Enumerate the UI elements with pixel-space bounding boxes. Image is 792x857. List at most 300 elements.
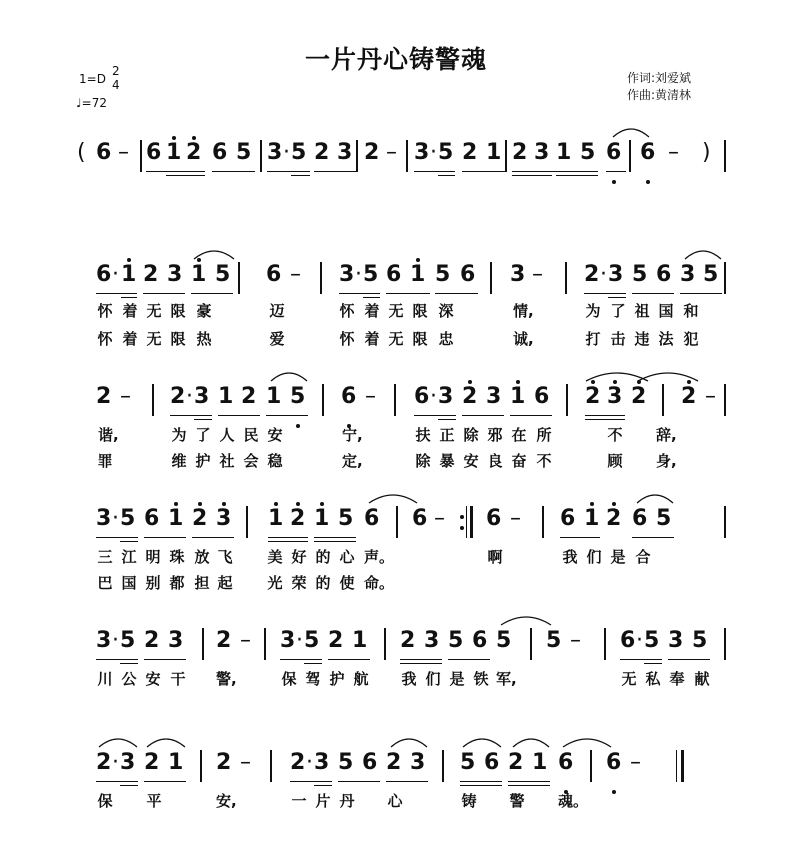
lyric-char: 警, bbox=[216, 670, 237, 688]
notation-symbol: · bbox=[430, 140, 437, 165]
notation-symbol: · bbox=[306, 750, 313, 775]
underline-eighth bbox=[508, 781, 550, 782]
note-digit: 2 bbox=[462, 140, 478, 165]
lyric-char: 着 bbox=[122, 302, 138, 320]
note-digit: 1 bbox=[410, 262, 426, 287]
lyricist-credit: 作词:刘爱斌 bbox=[627, 71, 692, 85]
lyric-char: 奉 bbox=[669, 670, 685, 688]
lyric-char: 荣 bbox=[291, 574, 307, 592]
underline-eighth bbox=[96, 537, 138, 538]
note-digit: 2 bbox=[400, 628, 416, 653]
underline-eighth bbox=[266, 415, 308, 416]
underline-eighth bbox=[170, 415, 212, 416]
underline-sixteenth bbox=[438, 419, 456, 420]
underline-eighth bbox=[338, 781, 380, 782]
repeat-barline-thin bbox=[466, 506, 467, 538]
lyric-char: 怀 bbox=[97, 302, 113, 320]
lyric-line bbox=[0, 546, 792, 570]
underline-sixteenth bbox=[608, 297, 626, 298]
time-signature bbox=[112, 64, 120, 92]
lyric-char: 安 bbox=[267, 426, 283, 444]
underline-eighth bbox=[512, 171, 598, 172]
note-digit: 5 bbox=[460, 750, 476, 775]
barline bbox=[490, 262, 492, 294]
note-digit: 6 bbox=[486, 506, 502, 531]
lyric-char: 不 bbox=[536, 452, 552, 470]
lyric-char: 在 bbox=[511, 426, 527, 444]
lyric-char: 是 bbox=[449, 670, 465, 688]
lyric-char: 三 bbox=[97, 548, 113, 566]
notation-symbol: – bbox=[570, 628, 581, 653]
note-digit: 3 bbox=[194, 384, 210, 409]
underline-eighth bbox=[143, 293, 185, 294]
lyric-char: 所 bbox=[536, 426, 552, 444]
note-digit: 2 bbox=[508, 750, 524, 775]
lyric-char: 飞 bbox=[217, 548, 233, 566]
lyric-char: 和 bbox=[683, 302, 699, 320]
lyric-char: 法 bbox=[658, 330, 674, 348]
lyric-char: 无 bbox=[388, 330, 404, 348]
underline-sixteenth bbox=[556, 175, 598, 176]
underline-eighth bbox=[620, 659, 662, 660]
underline-sixteenth bbox=[438, 175, 455, 176]
note-digit: 1 bbox=[584, 506, 600, 531]
note-digit: 6 bbox=[266, 262, 282, 287]
lyric-char: 定, bbox=[342, 452, 363, 470]
lyric-char: 爱 bbox=[269, 330, 285, 348]
lyric-char: 铁 bbox=[473, 670, 489, 688]
note-digit: 3 bbox=[337, 140, 353, 165]
note-digit: 6 bbox=[472, 628, 488, 653]
lyric-char: 限 bbox=[170, 302, 186, 320]
underline-sixteenth bbox=[314, 541, 356, 542]
note-digit: 2 bbox=[290, 506, 306, 531]
lyric-char: 良 bbox=[487, 452, 503, 470]
note-digit: 2 bbox=[631, 384, 647, 409]
underline-sixteenth bbox=[314, 785, 332, 786]
note-digit: 1 bbox=[486, 140, 502, 165]
note-digit: 3 bbox=[167, 262, 183, 287]
lyric-char: 保 bbox=[281, 670, 297, 688]
notation-symbol: – bbox=[240, 750, 251, 775]
time-denominator: 4 bbox=[112, 78, 120, 92]
underline-sixteenth bbox=[194, 419, 212, 420]
note-digit: 1 bbox=[121, 262, 137, 287]
note-digit: 3 bbox=[96, 628, 112, 653]
lyric-char: 好 bbox=[291, 548, 307, 566]
octave-dot-high bbox=[296, 502, 300, 506]
note-digit: 6 bbox=[144, 506, 160, 531]
notation-symbol: – bbox=[365, 384, 376, 409]
note-digit: 3 bbox=[486, 384, 502, 409]
lyric-char: 一 bbox=[291, 792, 307, 810]
underline-sixteenth bbox=[644, 663, 662, 664]
lyric-char: 豪 bbox=[196, 302, 212, 320]
lyric-char: 干 bbox=[170, 670, 186, 688]
lyric-char: 身, bbox=[656, 452, 677, 470]
lyric-char: 了 bbox=[195, 426, 211, 444]
note-digit: 1 bbox=[168, 750, 184, 775]
slur-arc bbox=[462, 734, 502, 748]
note-digit: 5 bbox=[692, 628, 708, 653]
underline-eighth bbox=[267, 171, 310, 172]
note-digit: 6 bbox=[96, 140, 112, 165]
underline-eighth bbox=[96, 781, 138, 782]
note-digit: 3 bbox=[339, 262, 355, 287]
lyric-char: 罪 bbox=[97, 452, 113, 470]
notation-symbol: · bbox=[112, 506, 119, 531]
underline-eighth bbox=[96, 293, 137, 294]
lyric-char: 护 bbox=[329, 670, 345, 688]
note-digit: 2 bbox=[170, 384, 186, 409]
note-digit: 2 bbox=[241, 384, 257, 409]
note-digit: 3 bbox=[608, 262, 624, 287]
lyric-char: 警 bbox=[509, 792, 525, 810]
notation-symbol: – bbox=[118, 140, 129, 165]
notation-symbol: – bbox=[630, 750, 641, 775]
barline bbox=[264, 628, 266, 660]
note-digit: 6 bbox=[341, 384, 357, 409]
octave-dot-low bbox=[612, 180, 616, 184]
notation-symbol: · bbox=[112, 750, 119, 775]
note-digit: 2 bbox=[364, 140, 380, 165]
octave-dot-high bbox=[192, 136, 196, 140]
lyric-char: 社 bbox=[219, 452, 235, 470]
underline-eighth bbox=[400, 659, 442, 660]
note-digit: 5 bbox=[338, 506, 354, 531]
note-digit: 3 bbox=[314, 750, 330, 775]
notation-symbol: · bbox=[283, 140, 290, 165]
lyric-char: 稳 bbox=[267, 452, 283, 470]
credits bbox=[627, 70, 691, 104]
underline-eighth bbox=[414, 171, 455, 172]
octave-dot-high bbox=[320, 502, 324, 506]
note-digit: 2 bbox=[314, 140, 330, 165]
note-digit: 2 bbox=[606, 506, 622, 531]
lyric-char: 公 bbox=[121, 670, 137, 688]
note-digit: 6 bbox=[212, 140, 228, 165]
note-digit: 6 bbox=[534, 384, 550, 409]
octave-dot-high bbox=[127, 258, 131, 262]
underline-eighth bbox=[632, 537, 674, 538]
note-digit: 2 bbox=[681, 384, 697, 409]
note-digit: 6 bbox=[640, 140, 656, 165]
underline-sixteenth bbox=[512, 175, 552, 176]
lyric-char: 们 bbox=[425, 670, 441, 688]
barline bbox=[542, 506, 544, 538]
barline bbox=[724, 384, 726, 416]
underline-sixteenth bbox=[585, 419, 625, 420]
note-digit: 5 bbox=[304, 628, 320, 653]
lyric-char: 国 bbox=[658, 302, 674, 320]
lyric-char: 正 bbox=[439, 426, 455, 444]
lyric-char: 除 bbox=[415, 452, 431, 470]
octave-dot-high bbox=[274, 502, 278, 506]
lyric-char: 是 bbox=[610, 548, 626, 566]
barline bbox=[320, 262, 322, 294]
lyric-char: 命。 bbox=[364, 574, 395, 592]
barline bbox=[406, 140, 408, 172]
lyric-char: 啊 bbox=[487, 548, 503, 566]
lyric-char: 辞, bbox=[656, 426, 677, 444]
notation-symbol: – bbox=[668, 140, 679, 165]
note-digit: 6 bbox=[386, 262, 402, 287]
lyric-char: 宁, bbox=[342, 426, 363, 444]
barline bbox=[530, 628, 532, 660]
note-digit: 3 bbox=[414, 140, 430, 165]
note-digit: 3 bbox=[168, 628, 184, 653]
note-digit: 5 bbox=[644, 628, 660, 653]
underline-eighth bbox=[290, 781, 332, 782]
underline-sixteenth bbox=[166, 175, 205, 176]
lyric-char: 无 bbox=[146, 330, 162, 348]
lyric-char: 除 bbox=[463, 426, 479, 444]
underline-eighth bbox=[584, 293, 626, 294]
lyric-char: 限 bbox=[412, 330, 428, 348]
underline-eighth bbox=[632, 293, 674, 294]
note-digit: 3 bbox=[680, 262, 696, 287]
note-digit: 6 bbox=[560, 506, 576, 531]
lyric-char: 航 bbox=[353, 670, 369, 688]
note-digit: 5 bbox=[580, 140, 596, 165]
barline bbox=[140, 140, 142, 172]
underline-eighth bbox=[218, 415, 260, 416]
lyric-char: 起 bbox=[217, 574, 233, 592]
barline bbox=[566, 384, 568, 416]
barline bbox=[442, 750, 444, 782]
barline bbox=[724, 506, 726, 538]
notation-symbol: – bbox=[434, 506, 445, 531]
octave-dot-low bbox=[646, 180, 650, 184]
note-digit: 3 bbox=[410, 750, 426, 775]
notation-symbol: – bbox=[120, 384, 131, 409]
notation-symbol: · bbox=[430, 384, 437, 409]
lyric-char: 安, bbox=[216, 792, 237, 810]
note-digit: 2 bbox=[462, 384, 478, 409]
underline-sixteenth bbox=[268, 541, 308, 542]
octave-dot-high bbox=[468, 380, 472, 384]
underline-sixteenth bbox=[291, 175, 310, 176]
note-digit: 2 bbox=[216, 750, 232, 775]
note-digit: 2 bbox=[192, 506, 208, 531]
lyric-char: 美 bbox=[267, 548, 283, 566]
octave-dot-high bbox=[198, 502, 202, 506]
note-digit: 6 bbox=[620, 628, 636, 653]
underline-sixteenth bbox=[508, 785, 550, 786]
lyric-char: 着 bbox=[364, 330, 380, 348]
tempo-marking: ♩=72 bbox=[76, 96, 107, 110]
note-digit: 1 bbox=[314, 506, 330, 531]
barline bbox=[629, 140, 631, 172]
lyric-char: 为 bbox=[585, 302, 601, 320]
note-digit: 5 bbox=[363, 262, 379, 287]
note-digit: 1 bbox=[166, 140, 182, 165]
lyric-char: 国 bbox=[121, 574, 137, 592]
lyric-char: 怀 bbox=[97, 330, 113, 348]
underline-sixteenth bbox=[120, 663, 138, 664]
underline-sixteenth bbox=[363, 297, 380, 298]
note-digit: 2 bbox=[585, 384, 601, 409]
notation-symbol: · bbox=[296, 628, 303, 653]
lyric-char: 献 bbox=[694, 670, 710, 688]
notation-symbol: · bbox=[112, 628, 119, 653]
note-digit: 1 bbox=[168, 506, 184, 531]
notation-symbol: – bbox=[510, 506, 521, 531]
note-digit: 3 bbox=[267, 140, 283, 165]
notation-symbol: · bbox=[355, 262, 362, 287]
barline bbox=[505, 140, 507, 172]
lyric-char: 击 bbox=[610, 330, 626, 348]
lyric-line bbox=[0, 450, 792, 474]
note-digit: 6 bbox=[414, 384, 430, 409]
slur-arc bbox=[512, 734, 550, 748]
lyric-char: 暴 bbox=[439, 452, 455, 470]
notation-symbol: · bbox=[636, 628, 643, 653]
note-digit: 5 bbox=[435, 262, 451, 287]
underline-eighth bbox=[280, 659, 322, 660]
note-digit: 6 bbox=[656, 262, 672, 287]
note-digit: 2 bbox=[584, 262, 600, 287]
barline bbox=[270, 750, 272, 782]
lyric-char: 别 bbox=[145, 574, 161, 592]
barline bbox=[356, 140, 358, 172]
octave-dot-high bbox=[222, 502, 226, 506]
lyric-char: 奋 bbox=[511, 452, 527, 470]
barline bbox=[200, 750, 202, 782]
lyric-char: 民 bbox=[243, 426, 259, 444]
lyric-char: 了 bbox=[610, 302, 626, 320]
note-digit: 3 bbox=[668, 628, 684, 653]
slur-arc bbox=[193, 246, 235, 260]
note-digit: 1 bbox=[510, 384, 526, 409]
underline-sixteenth bbox=[460, 785, 502, 786]
lyric-char: 明 bbox=[145, 548, 161, 566]
lyric-char: 深 bbox=[438, 302, 454, 320]
note-digit: 1 bbox=[266, 384, 282, 409]
lyric-char: 都 bbox=[169, 574, 185, 592]
note-digit: 6 bbox=[364, 506, 380, 531]
slur-arc bbox=[270, 368, 308, 382]
notation-symbol: · bbox=[112, 262, 119, 287]
note-digit: 2 bbox=[186, 140, 202, 165]
lyric-line bbox=[0, 300, 792, 324]
underline-eighth bbox=[144, 537, 186, 538]
note-digit: 5 bbox=[703, 262, 719, 287]
barline bbox=[396, 506, 398, 538]
barline bbox=[662, 384, 664, 416]
lyric-char: 限 bbox=[170, 330, 186, 348]
lyric-char: 珠 bbox=[169, 548, 185, 566]
barline bbox=[260, 140, 262, 172]
lyric-char: 巴 bbox=[97, 574, 113, 592]
lyric-char: 犯 bbox=[683, 330, 699, 348]
note-digit: 1 bbox=[218, 384, 234, 409]
barline bbox=[238, 262, 240, 294]
note-digit: 3 bbox=[280, 628, 296, 653]
note-digit: 6 bbox=[606, 750, 622, 775]
note-digit: 5 bbox=[215, 262, 231, 287]
lyric-char: 谐, bbox=[98, 426, 119, 444]
notation-symbol: – bbox=[386, 140, 397, 165]
note-digit: 2 bbox=[512, 140, 528, 165]
note-digit: 5 bbox=[120, 628, 136, 653]
lyric-char: 迈 bbox=[269, 302, 285, 320]
note-digit: 3 bbox=[424, 628, 440, 653]
note-digit: 3 bbox=[216, 506, 232, 531]
slur-arc bbox=[684, 246, 722, 260]
note-digit: 6 bbox=[412, 506, 428, 531]
note-digit: 2 bbox=[143, 262, 159, 287]
lyric-char: 川 bbox=[97, 670, 113, 688]
barline bbox=[384, 628, 386, 660]
note-digit: 1 bbox=[191, 262, 207, 287]
lyric-char: 魂。 bbox=[558, 792, 589, 810]
lyric-char: 忠 bbox=[438, 330, 454, 348]
underline-eighth bbox=[668, 659, 710, 660]
note-digit: 1 bbox=[268, 506, 284, 531]
lyric-char: 护 bbox=[195, 452, 211, 470]
lyric-char: 无 bbox=[388, 302, 404, 320]
lyric-char: 声。 bbox=[364, 548, 395, 566]
underline-eighth bbox=[435, 293, 478, 294]
note-digit: 6 bbox=[558, 750, 574, 775]
lyric-char: 着 bbox=[122, 330, 138, 348]
lyric-char: 怀 bbox=[339, 302, 355, 320]
note-digit: 3 bbox=[438, 384, 454, 409]
repeat-barline-thick bbox=[470, 506, 473, 538]
note-digit: 2 bbox=[216, 628, 232, 653]
underline-eighth bbox=[560, 537, 600, 538]
lyric-char: 情, bbox=[513, 302, 534, 320]
song-title: 一片丹心铸警魂 bbox=[304, 45, 487, 74]
lyric-char: 安 bbox=[463, 452, 479, 470]
lyric-char: 违 bbox=[634, 330, 650, 348]
note-digit: 2 bbox=[386, 750, 402, 775]
octave-dot-high bbox=[516, 380, 520, 384]
lyric-char: 合 bbox=[635, 548, 651, 566]
note-digit: 6 bbox=[606, 140, 622, 165]
lyric-char: 丹 bbox=[339, 792, 355, 810]
lyric-char: 无 bbox=[621, 670, 637, 688]
note-digit: 2 bbox=[290, 750, 306, 775]
underline-eighth bbox=[680, 293, 722, 294]
lyric-char: 顾 bbox=[607, 452, 623, 470]
note-digit: 5 bbox=[338, 750, 354, 775]
notation-symbol: · bbox=[186, 384, 193, 409]
underline-eighth bbox=[462, 415, 504, 416]
notation-symbol: · bbox=[600, 262, 607, 287]
repeat-dot bbox=[460, 526, 464, 530]
note-digit: 5 bbox=[656, 506, 672, 531]
underline-eighth bbox=[146, 171, 205, 172]
lyric-char: 怀 bbox=[339, 330, 355, 348]
lyric-char: 光 bbox=[267, 574, 283, 592]
note-digit: 6 bbox=[362, 750, 378, 775]
lyric-char: 会 bbox=[243, 452, 259, 470]
underline-eighth bbox=[462, 171, 505, 172]
underline-eighth bbox=[144, 781, 186, 782]
lyric-char: 为 bbox=[171, 426, 187, 444]
underline-eighth bbox=[212, 171, 255, 172]
lyric-line bbox=[0, 572, 792, 596]
underline-eighth bbox=[268, 537, 308, 538]
slur-arc bbox=[637, 368, 699, 382]
barline bbox=[724, 262, 726, 294]
barline bbox=[724, 140, 726, 172]
slur-arc bbox=[368, 490, 418, 504]
lyric-char: 我 bbox=[562, 548, 578, 566]
underline-sixteenth bbox=[400, 663, 442, 664]
